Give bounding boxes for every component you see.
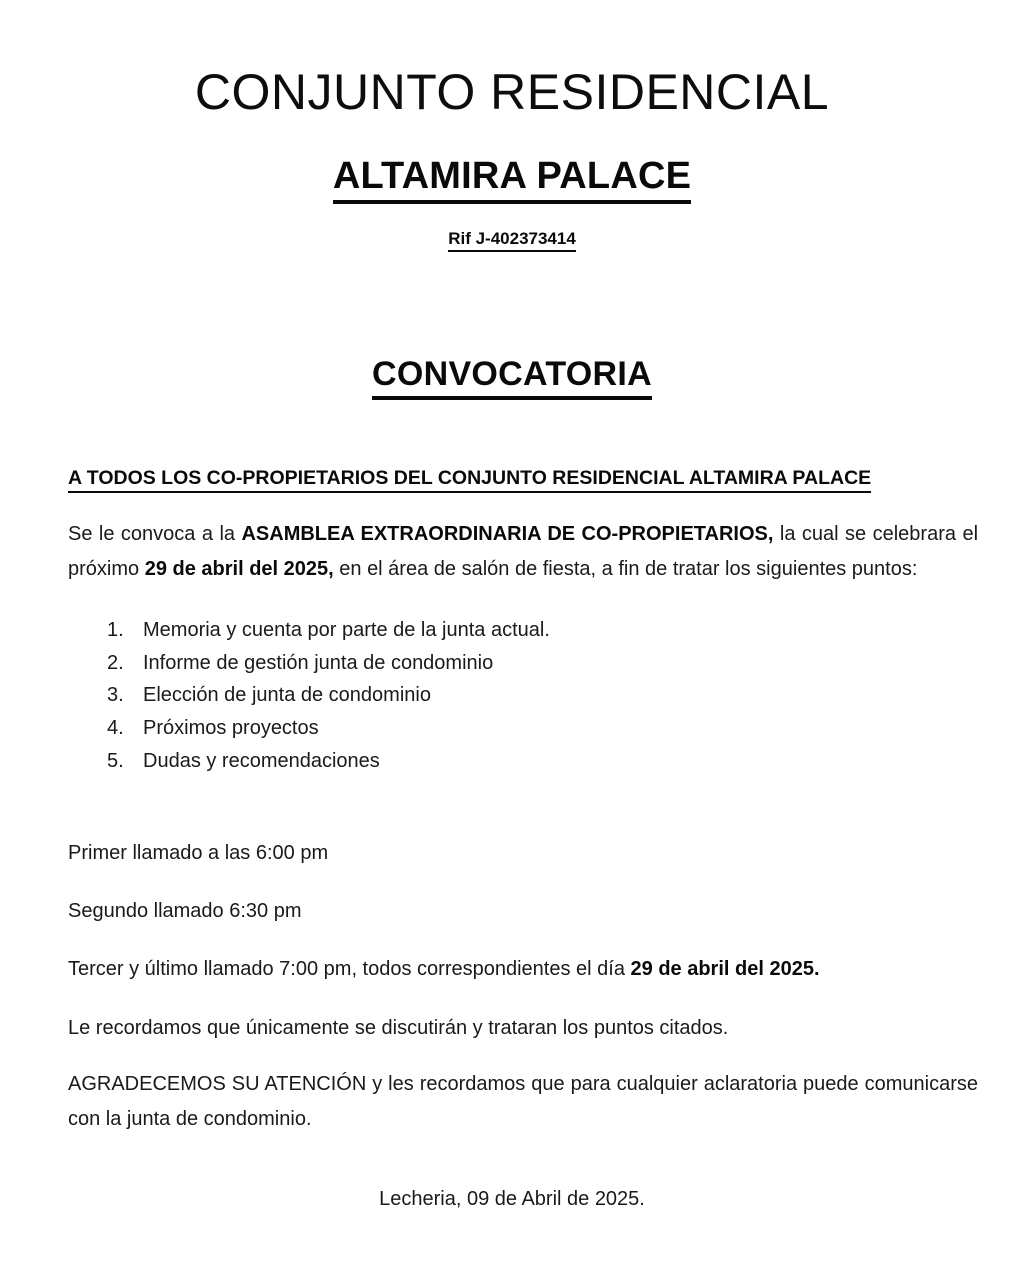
first-call-line: Primer llamado a las 6:00 pm <box>68 842 329 865</box>
addressee-line <box>68 466 978 491</box>
organization-name <box>0 155 1024 199</box>
agenda-list <box>68 614 978 777</box>
intro-text-1: Se le convoca a la <box>68 523 242 546</box>
agenda-item: Dudas y recomendaciones <box>143 749 380 772</box>
call-times-section <box>68 837 978 985</box>
organization-name-text: ALTAMIRA PALACE <box>333 155 691 204</box>
third-call-text: Tercer y último llamado 7:00 pm, todos correspondientes el día <box>68 958 631 981</box>
organization-title: CONJUNTO RESIDENCIAL <box>194 64 830 120</box>
third-call-bold-date: 29 de abril del 2025. <box>630 958 820 981</box>
thanks-paragraph: AGRADECEMOS SU ATENCIÓN y les recordamos que para cualquier aclaratoria puede comunicarse con la junta de condominio. <box>68 1073 978 1130</box>
document-body <box>68 466 978 1136</box>
intro-paragraph <box>68 517 978 586</box>
document-title <box>0 354 1024 395</box>
reminder-paragraph: Le recordamos que únicamente se discutirán y trataran los puntos citados. <box>68 1017 729 1040</box>
agenda-item: Informe de gestión junta de condominio <box>143 651 494 674</box>
intro-bold-assembly: ASAMBLEA EXTRAORDINARIA DE CO-PROPIETARIOS, <box>241 523 774 546</box>
intro-text-3: en el área de salón de fiesta, a fin de tratar los siguientes puntos: <box>333 557 918 580</box>
closing-section <box>68 1011 978 1136</box>
place-and-date: Lecheria, 09 de Abril de 2025. <box>379 1188 645 1210</box>
agenda-item: Elección de junta de condominio <box>143 684 431 707</box>
agenda-item: Memoria y cuenta por parte de la junta actual. <box>143 619 550 642</box>
organization-rif-text: Rif J-402373414 <box>448 229 576 252</box>
second-call-line: Segundo llamado 6:30 pm <box>68 900 302 923</box>
organization-rif <box>0 229 1024 249</box>
intro-text-2: la cual se celebrara el próximo <box>68 523 979 580</box>
third-call-line <box>68 953 978 985</box>
addressee-text: A TODOS LOS CO-PROPIETARIOS DEL CONJUNTO RESIDENCIAL ALTAMIRA PALACE <box>68 467 871 493</box>
agenda-item: Próximos proyectos <box>143 716 319 739</box>
document-title-text: CONVOCATORIA <box>372 355 652 400</box>
intro-bold-date: 29 de abril del 2025, <box>144 557 334 580</box>
